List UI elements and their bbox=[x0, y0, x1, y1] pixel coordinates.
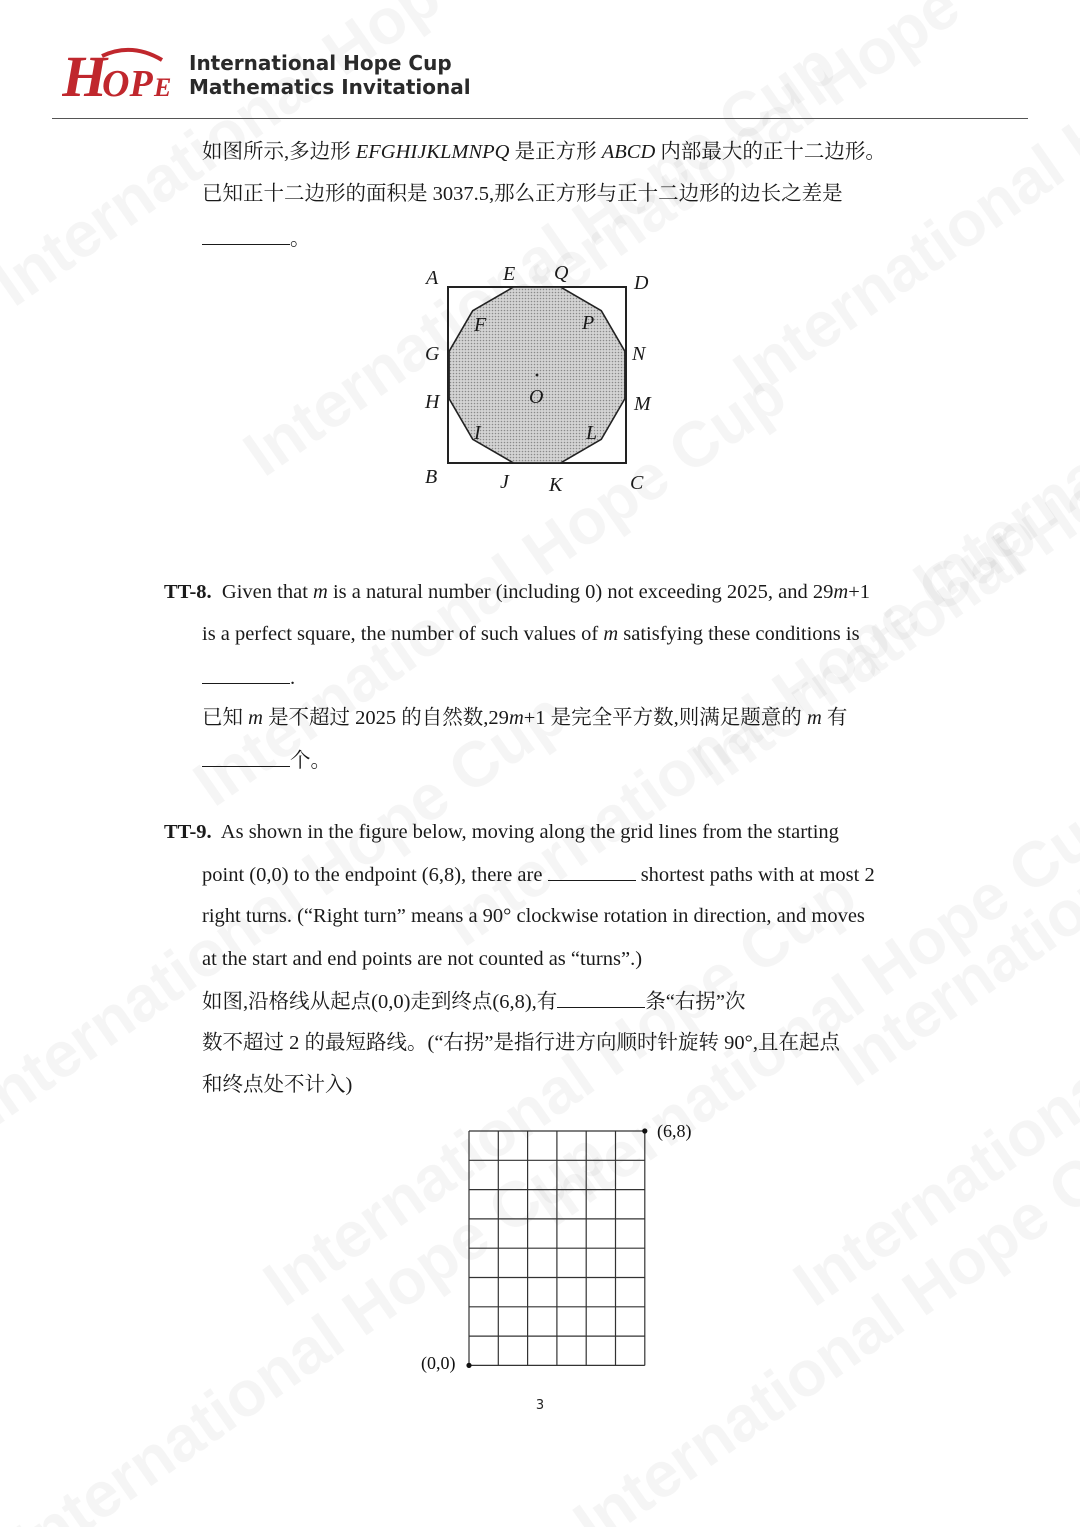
p8-en-line-3: . bbox=[202, 663, 295, 692]
square-name: ABCD bbox=[601, 141, 656, 163]
p8-en-line-2: is a perfect square, the number of such values of m satisfying these conditions is bbox=[202, 623, 860, 645]
vertex-label-b: B bbox=[425, 466, 438, 488]
vertex-label-g: G bbox=[425, 343, 440, 365]
answer-blank-p8-en[interactable] bbox=[202, 663, 290, 684]
p7-zh-line-1: 如图所示,多边形 EFGHIJKLMNPQ 是正方形 ABCD 内部最大的正十二边形。 bbox=[202, 141, 886, 163]
end-label: (6,8) bbox=[657, 1121, 692, 1141]
answer-blank-p7[interactable] bbox=[202, 224, 290, 245]
watermark-text bbox=[900, 156, 1080, 620]
start-label: (0,0) bbox=[421, 1353, 456, 1373]
p9-zh-line-1: 如图,沿格线从起点(0,0)走到终点(6,8),有 条“右拐”次 bbox=[202, 987, 746, 1016]
p9-en-line-4: at the start and end points are not counted as “turns”.) bbox=[202, 948, 643, 970]
svg-text:OP: OP bbox=[102, 63, 153, 104]
vertex-label-c: C bbox=[630, 472, 644, 494]
vertex-label-o: O bbox=[529, 386, 544, 408]
hope-logo bbox=[62, 44, 182, 104]
p9-zh-line-3: 和终点处不计入) bbox=[202, 1074, 353, 1096]
grid-figure bbox=[410, 1115, 710, 1380]
p9-en-line-1: TT-9. As shown in the figure below, moving along the grid lines from the starting bbox=[164, 821, 839, 843]
vertex-label-i: I bbox=[474, 422, 481, 444]
vertex-label-j: J bbox=[500, 471, 509, 493]
dodecagon-figure bbox=[410, 255, 670, 495]
vertex-label-h: H bbox=[425, 391, 440, 413]
vertex-label-l: L bbox=[586, 422, 598, 444]
org-name bbox=[189, 51, 471, 99]
polygon-name: EFGHIJKLMNPQ bbox=[355, 141, 510, 163]
org-line-2: Mathematics Invitational bbox=[189, 75, 471, 99]
answer-blank-p9-en[interactable] bbox=[548, 860, 636, 881]
svg-text:E: E bbox=[154, 73, 172, 102]
p7-zh-line-2: 已知正十二边形的面积是 3037.5,那么正方形与正十二边形的边长之差是 bbox=[202, 183, 843, 205]
vertex-label-d: D bbox=[634, 272, 649, 294]
start-point bbox=[466, 1363, 471, 1368]
p8-zh-line-1: 已知 m 是不超过 2025 的自然数,29m+1 是完全平方数,则满足题意的 m 有 bbox=[202, 707, 848, 729]
p8-en-line-1: TT-8. Given that m is a natural number (including 0) not exceeding 2025, and 29m+1 bbox=[164, 581, 870, 603]
page-number: 3 bbox=[535, 1398, 545, 1413]
problem-number-8: TT-8. bbox=[164, 581, 212, 603]
answer-blank-p9-zh[interactable] bbox=[557, 987, 645, 1008]
p9-en-line-2: point (0,0) to the endpoint (6,8), there are shortest paths with at most 2 bbox=[202, 860, 875, 889]
vertex-label-f: F bbox=[474, 314, 487, 336]
svg-text:H: H bbox=[62, 44, 108, 104]
p9-zh-line-2: 数不超过 2 的最短路线。(“右拐”是指行进方向顺时针旋转 90°,且在起点 bbox=[202, 1032, 840, 1054]
problem-number-9: TT-9. bbox=[164, 821, 212, 843]
org-line-1: International Hope Cup bbox=[189, 51, 452, 75]
p9-en-line-3: right turns. (“Right turn” means a 90° clockwise rotation in direction, and moves bbox=[202, 905, 865, 927]
p7-zh-line-3: 。 bbox=[202, 224, 311, 253]
vertex-label-m: M bbox=[634, 393, 651, 415]
vertex-label-q: Q bbox=[554, 262, 569, 284]
end-point bbox=[642, 1128, 647, 1133]
vertex-label-n: N bbox=[632, 343, 646, 365]
vertex-label-p: P bbox=[582, 312, 595, 334]
center-point bbox=[536, 374, 539, 377]
vertex-label-a: A bbox=[426, 267, 439, 289]
p8-zh-line-2: 个。 bbox=[202, 746, 331, 775]
vertex-label-k: K bbox=[549, 474, 563, 495]
header-divider bbox=[52, 118, 1028, 119]
page-header bbox=[0, 0, 1080, 122]
vertex-label-e: E bbox=[503, 263, 516, 285]
grid-lines bbox=[469, 1131, 645, 1365]
answer-blank-p8-zh[interactable] bbox=[202, 746, 290, 767]
